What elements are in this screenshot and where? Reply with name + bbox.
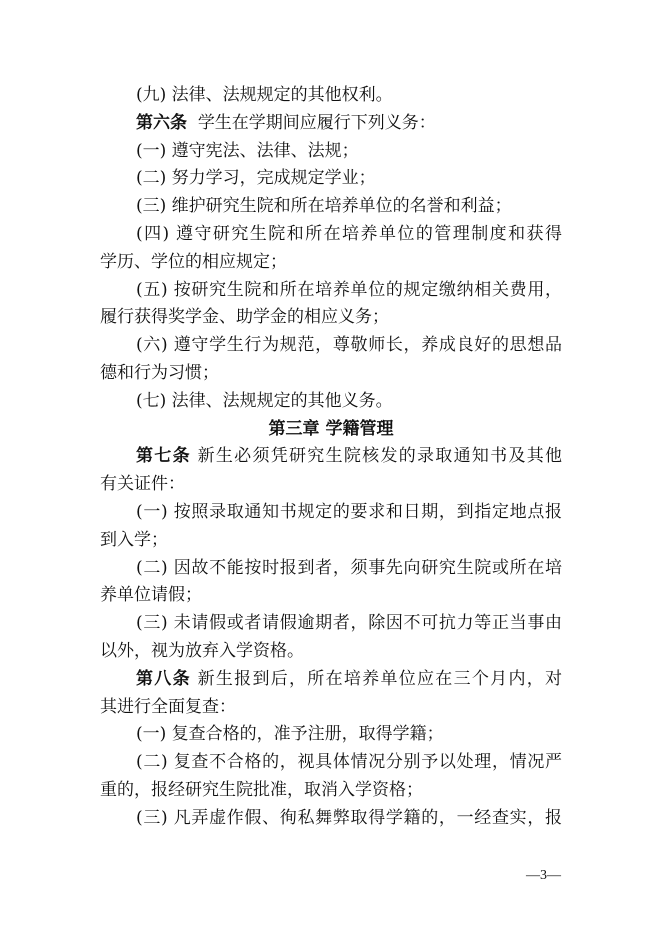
page-number: —3—: [526, 868, 561, 883]
document-page: [100, 82, 562, 833]
text-line: (二) 努力学习，完成规定学业；: [136, 168, 376, 189]
article-label: 第六条: [136, 112, 187, 133]
text-line: (一) 按照录取通知书规定的要求和日期，到指定地点报: [136, 501, 562, 522]
article-text: 学生在学期间应履行下列义务：: [197, 112, 436, 133]
article-7: [100, 443, 562, 471]
article-label: 第八条: [136, 668, 191, 689]
text-line: (九) 法律、法规规定的其他权利。: [136, 85, 393, 105]
text-line: (七) 法律、法规规定的其他义务。: [136, 390, 393, 411]
article-8: [100, 666, 562, 694]
chapter-heading: 第三章 学籍管理: [268, 418, 394, 439]
text-line: (二) 复查不合格的，视具体情况分别予以处理，情况严: [136, 752, 562, 773]
text-line: (五) 按研究生院和所在培养单位的规定缴纳相关费用，: [136, 279, 562, 300]
text-line: 养单位请假；: [100, 585, 202, 606]
article-6: [100, 110, 562, 138]
text-line: (四) 遵守研究生院和所在培养单位的管理制度和获得: [136, 223, 562, 244]
article-text: 新生报到后，所在培养单位应在三个月内，对: [197, 668, 563, 689]
text-line: 重的，报经研究生院批准，取消入学资格；: [100, 779, 423, 800]
text-line: (三) 未请假或者请假逾期者，除因不可抗力等正当事由: [136, 613, 562, 634]
text-line: (六) 遵守学生行为规范，尊敬师长，养成良好的思想品: [136, 335, 562, 356]
text-line: 学历、学位的相应规定；: [100, 251, 287, 272]
text-line: 其进行全面复查：: [100, 696, 236, 717]
article-label: 第七条: [136, 446, 191, 467]
text-line: 德和行为习惯；: [100, 362, 219, 383]
text-line: (三) 凡弄虚作假、徇私舞弊取得学籍的，一经查实，报: [136, 807, 562, 828]
text-line: (一) 遵守宪法、法律、法规；: [136, 140, 359, 161]
text-line: 到入学；: [100, 529, 168, 550]
text-line: (二) 因故不能按时报到者，须事先向研究生院或所在培: [136, 557, 562, 578]
text-line: 履行获得奖学金、助学金的相应义务；: [100, 307, 389, 328]
article-text: 新生必须凭研究生院核发的录取通知书及其他: [197, 446, 563, 467]
text-line: (三) 维护研究生院和所在培养单位的名誉和利益；: [136, 196, 512, 217]
text-line: (一) 复查合格的，准予注册，取得学籍；: [136, 724, 444, 745]
text-line: 有关证件：: [100, 474, 185, 495]
text-line: 以外，视为放弃入学资格。: [100, 640, 304, 661]
